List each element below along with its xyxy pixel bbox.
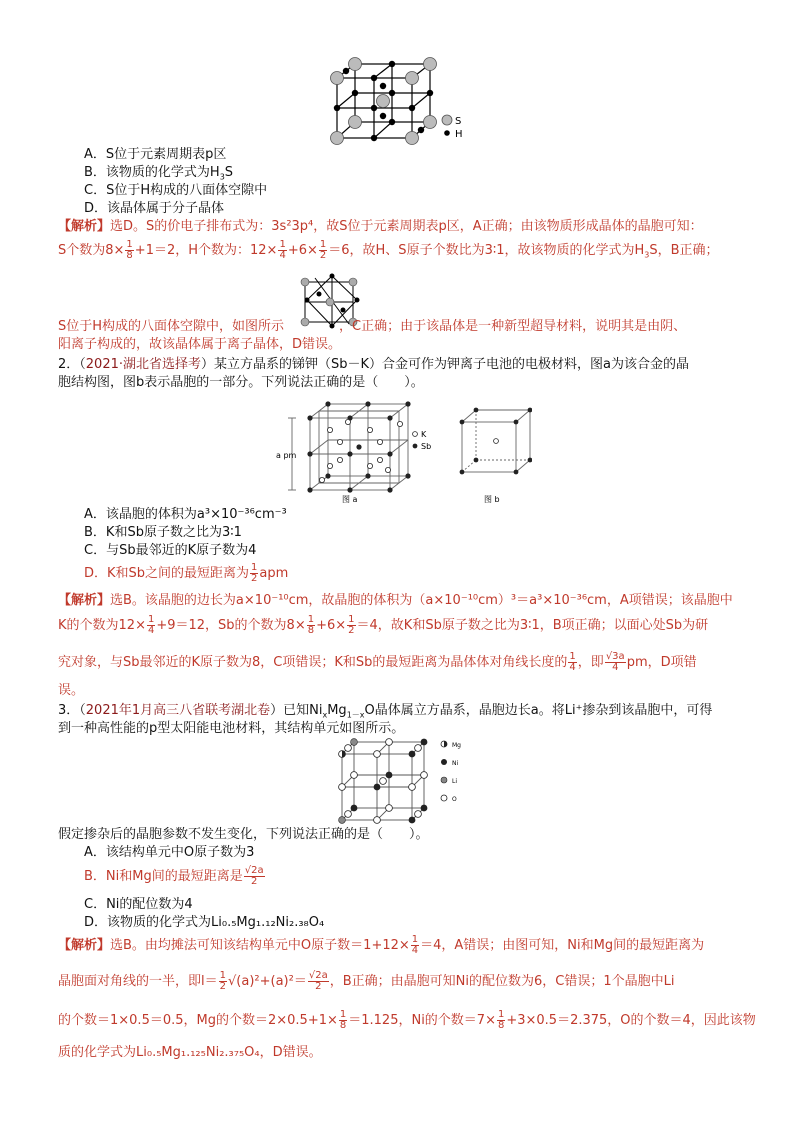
q1-legend-h: H — [455, 129, 463, 140]
q1-explanation-line-4: 阳离子构成的，故该晶体属于离子晶体，D错误。 — [58, 337, 342, 352]
q2-explanation-line-3: 究对象，与Sb最邻近的K原子数为8，C项错误；K和Sb的最短距离为晶体体对角线长度的 $\frac{1}{4}$ ，即 $\frac{√3a}{4}$ pm，D项错 — [58, 651, 697, 673]
q2-explanation-line-4: 误。 — [58, 683, 85, 698]
q2-explanation-line-1: 【解析】选B。该晶胞的边长为a×10⁻¹⁰cm，故晶胞的体积为（a×10⁻¹⁰cm）³＝a³×10⁻³⁶cm，A项错误；该晶胞中 — [58, 593, 733, 608]
q1-explanation-line-2: S个数为8× $\frac{1}{8}$ +1＝2，H个数为：12× $\frac{1}{4}$ +6× $\frac{1}{2}$ ＝6，故H、S原子个数比为3∶1，故该物质的化学式为$H_3S$，B正确； — [58, 239, 719, 261]
q3-figure — [334, 738, 474, 826]
q3-legend-ni: Ni — [452, 760, 459, 767]
q3-legend-li: Li — [452, 778, 458, 785]
q3-stem-line-3: 假定掺杂后的晶胞参数不发生变化，下列说法正确的是（ ）。 — [58, 827, 429, 842]
q3-explanation-line-2: 晶胞面对角线的一半，即l＝ $\frac{1}{2}$ √(a)²+(a)²＝ $\frac{√2a}{2}$ ，B正确；由晶胞可知Ni的配位数为6，C错误；1个晶胞中Li — [58, 970, 675, 992]
q1-option-a: A．S位于元素周期表p区 — [84, 147, 227, 162]
q1-option-b: B．该物质的化学式为$H_3S$ — [84, 165, 234, 182]
q2-caption-a: 图 a — [342, 495, 358, 504]
q2-option-d: D．K和Sb之间的最短距离为 $\frac{1}{2}$ apm — [84, 562, 289, 584]
q1-explanation-line-1: 【解析】选D。S的价电子排布式为：3s²3p⁴，故S位于元素周期表p区，A正确；由该物质形成晶体的晶胞可知： — [58, 219, 703, 234]
q2-figure — [270, 394, 532, 506]
q2-option-c: C．与Sb最邻近的K原子数为4 — [84, 543, 257, 558]
q1-legend-s: S — [455, 116, 462, 127]
q3-option-b: B．Ni和Mg间的最短距离是 $\frac{√2a}{2}$ — [84, 865, 264, 887]
q3-explanation-line-1: 【解析】选B。由均摊法可知该结构单元中O原子数＝1+12× $\frac{1}{4}$ ＝4，A错误；由图可知，Ni和Mg间的最短距离为 — [58, 934, 705, 956]
q3-option-d: D．该物质的化学式为Li₀.₅Mg₁.₁₂Ni₂.₃₈O₄ — [84, 915, 325, 930]
q2-option-b: B．K和Sb原子数之比为3∶1 — [84, 525, 242, 540]
q1-crystal-figure — [325, 56, 475, 146]
q2-dimension-label: a pm — [276, 451, 297, 460]
q2-explanation-line-2: K的个数为12× $\frac{1}{4}$ +9＝12，Sb的个数为8× $\frac{1}{8}$ +6× $\frac{1}{2}$ ＝4，故K和Sb原子数之比为3∶1，B项正确；以面心处Sb为研 — [58, 614, 709, 636]
q2-legend-sb: Sb — [421, 442, 432, 451]
q2-option-a: A．该晶胞的体积为a³×10⁻³⁶cm⁻³ — [84, 507, 287, 522]
q3-option-c: C．Ni的配位数为4 — [84, 897, 193, 912]
q1-option-d: D．该晶体属于分子晶体 — [84, 201, 225, 216]
q3-legend-mg: Mg — [452, 742, 461, 749]
q2-stem-line-1: 2．（2021·湖北省选择考）某立方晶系的锑钾（Sb－K）合金可作为钾离子电池的电极材料，图a为该合金的晶 — [58, 357, 689, 372]
q2-stem-line-2: 胞结构图，图b表示晶胞的一部分。下列说法正确的是（ ）。 — [58, 375, 424, 390]
q1-option-c: C．S位于H构成的八面体空隙中 — [84, 183, 268, 198]
q3-legend-o: O — [452, 796, 457, 803]
q2-legend-k: K — [421, 430, 427, 439]
q3-explanation-line-4: 质的化学式为Li₀.₅Mg₁.₁₂₅Ni₂.₃₇₅O₄，D错误。 — [58, 1045, 322, 1060]
q1-explanation-line-3: S位于H构成的八面体空隙中，如图所示 ，C正确；由于该晶体是一种新型超导材料，说明其是由阴、 — [58, 319, 687, 334]
q3-stem-line-2: 到一种高性能的p型太阳能电池材料，其结构单元如图所示。 — [58, 721, 405, 736]
q3-option-a: A．该结构单元中O原子数为3 — [84, 845, 255, 860]
q3-explanation-line-3: 的个数＝1×0.5＝0.5，Mg的个数＝2×0.5+1× $\frac{1}{8}$ ＝1.125，Ni的个数＝7× $\frac{1}{8}$ +3×0.5＝2.375，O的个数＝4，因此该物 — [58, 1009, 756, 1031]
q3-stem-line-1: 3．（2021年1月高三八省联考湖北卷）已知$Ni_xMg_{1-x}O$晶体属立方晶系，晶胞边长a。将Li⁺掺杂到该晶胞中，可得 — [58, 703, 713, 720]
q2-caption-b: 图 b — [484, 495, 500, 504]
